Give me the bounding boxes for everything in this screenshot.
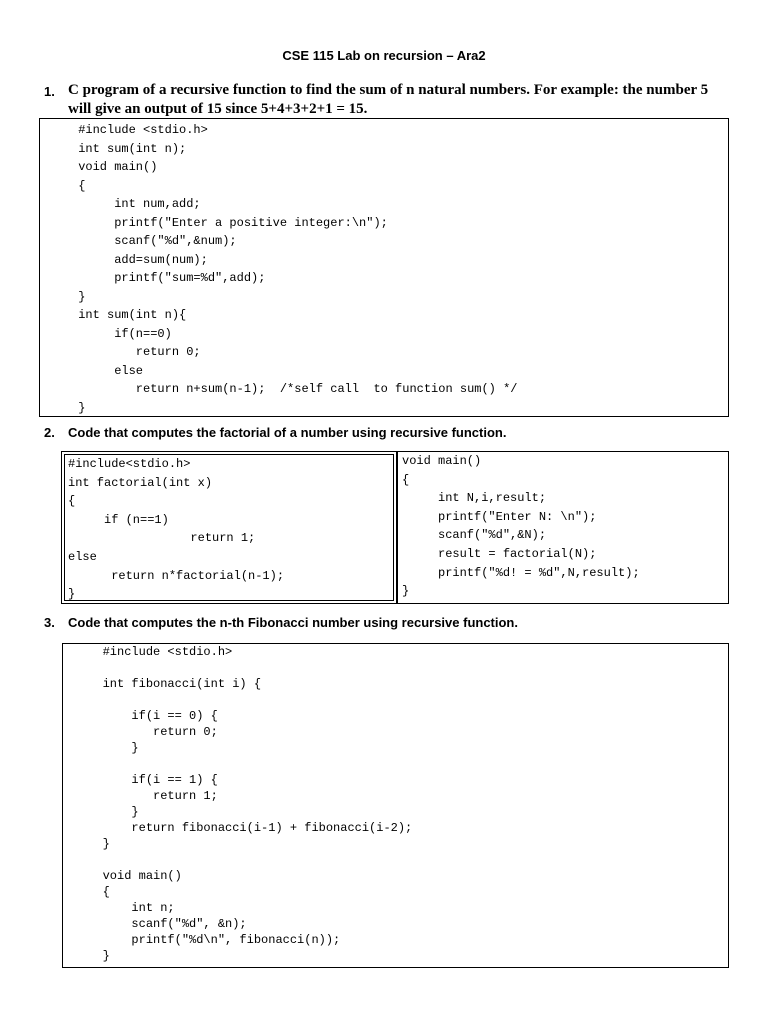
document-title: CSE 115 Lab on recursion – Ara2 [282,48,486,63]
q2-number: 2. [44,425,55,440]
q3-number: 3. [44,615,55,630]
q2-main-code: void main() { int N,i,result; printf("Enter N: \n"); scanf("%d",&N); result = factorial(N); printf("%d! = %d",N,result); } [402,454,640,599]
q2-text: Code that computes the factorial of a number using recursive function. [68,425,507,440]
q1-text-line1: C program of a recursive function to find the sum of n natural numbers. For example: the number 5 [68,82,709,98]
q1-code-box [39,118,729,417]
q2-right-box [397,451,729,604]
q2-factorial-code: #include<stdio.h> int factorial(int x) { if (n==1) return 1; else return n*factorial(n-1); } [68,457,285,602]
q1-text-line2: will give an output of 15 since 5+4+3+2+1 = 15. [68,101,368,117]
q2-left-box-inner [64,454,394,601]
q2-left-box-outer [61,451,397,604]
q3-fibonacci-code: #include <stdio.h> int fibonacci(int i) { if(i == 0) { return 0; } if(i == 1) { return 1; } return fibonacci(i-1) + fibonacci(i-2); } void main() { int n; scanf("%d", &n); printf("%d\n", fibonacci(n)); } [102,645,413,963]
q1-number: 1. [44,84,55,99]
q1-code-block: #include <stdio.h> int sum(int n); void main() { int num,add; printf("Enter a positive integer:\n"); scanf("%d",&num); add=sum(num); printf("sum=%d",add); } int sum(int n){ if(n==0) return 0; else return n+sum(n-1); /*self call to function sum() */ } [78,123,518,415]
q3-text: Code that computes the n-th Fibonacci number using recursive function. [68,615,518,630]
q3-code-box [62,643,729,968]
